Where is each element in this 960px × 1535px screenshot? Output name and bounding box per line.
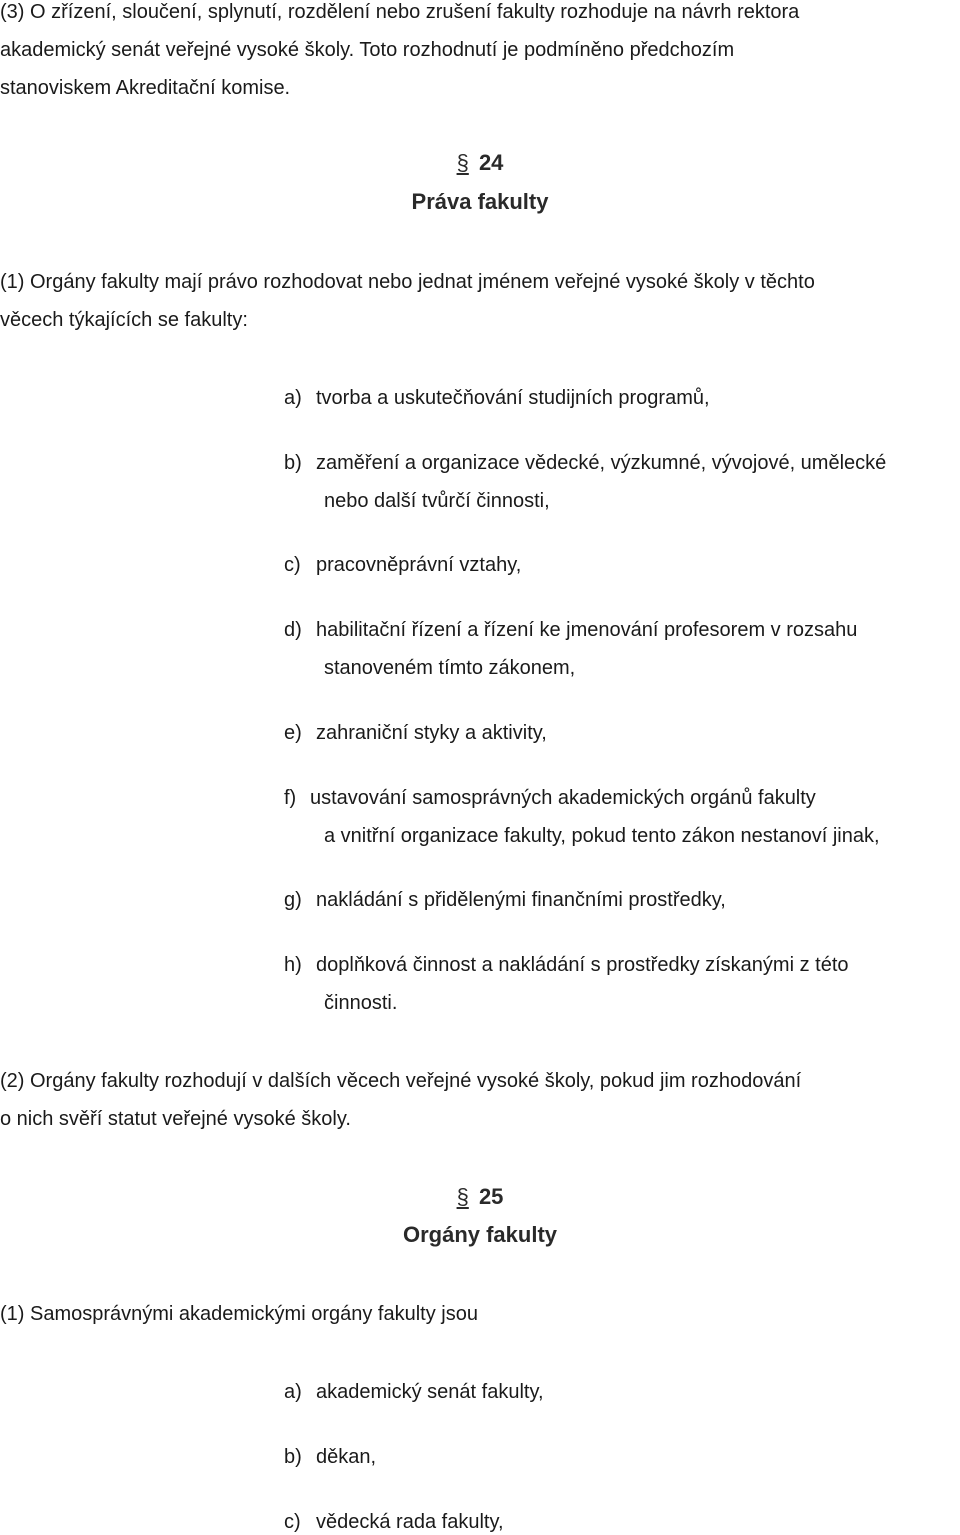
list-item-text: pracovněprávní vztahy,	[316, 554, 522, 576]
section3-intro-line-1: (3) O zřízení, sloučení, splynutí, rozdělení nebo zrušení fakulty rozhoduje na návrh rektora	[0, 1, 800, 23]
list-item-text: zahraniční styky a aktivity,	[316, 722, 547, 744]
section-24-para1-line-2: věcech týkajících se fakulty:	[0, 309, 248, 331]
list-item-text: doplňková činnost a nakládání s prostředky získanými z této	[316, 954, 849, 976]
list-item	[284, 1380, 544, 1404]
list-item-text: vědecká rada fakulty,	[316, 1511, 504, 1533]
list-item-marker: a)	[284, 1381, 302, 1403]
list-item-continuation: činnosti.	[324, 992, 398, 1014]
section-24-number: 24	[478, 150, 504, 175]
list-item-continuation: a vnitřní organizace fakulty, pokud tento zákon nestanoví jinak,	[324, 825, 880, 847]
list-item	[284, 1445, 376, 1469]
section-24-title: Práva fakulty	[411, 189, 549, 214]
list-item-text: habilitační řízení a řízení ke jmenování profesorem v rozsahu	[316, 619, 858, 641]
section-25-title: Orgány fakulty	[402, 1222, 558, 1247]
list-item-text: ustavování samosprávných akademických orgánů fakulty	[310, 787, 816, 809]
list-item-marker: b)	[284, 1446, 302, 1468]
section-25-number: 25	[478, 1184, 504, 1209]
list-item-marker: e)	[284, 722, 302, 744]
section-25-para1: (1) Samosprávnými akademickými orgány fakulty jsou	[0, 1303, 478, 1325]
list-item-marker: h)	[284, 954, 302, 976]
list-item	[284, 386, 710, 410]
list-item-marker: f)	[284, 787, 297, 809]
section-24-para1-line-1: (1) Orgány fakulty mají právo rozhodovat nebo jednat jménem veřejné vysoké školy v těchto	[0, 271, 815, 293]
list-item	[284, 553, 521, 577]
list-item-marker: c)	[284, 554, 301, 576]
list-item	[284, 786, 816, 810]
list-item-text: tvorba a uskutečňování studijních programů,	[316, 387, 710, 409]
section-24-para2-line-2: o nich svěří statut veřejné vysoké školy.	[0, 1108, 351, 1130]
list-item-text: nakládání s přidělenými finančními prostředky,	[316, 889, 726, 911]
list-item-text: zaměření a organizace vědecké, výzkumné, vývojové, umělecké	[316, 452, 887, 474]
list-item-marker: c)	[284, 1511, 301, 1533]
list-item	[284, 721, 547, 745]
paragraph-symbol: §	[456, 1184, 469, 1209]
section-25-number-heading	[0, 1184, 960, 1210]
paragraph-symbol: §	[456, 150, 469, 175]
list-item	[284, 888, 726, 912]
list-item-continuation: nebo další tvůrčí činnosti,	[324, 490, 550, 512]
list-item-text: děkan,	[316, 1446, 377, 1468]
list-item	[284, 451, 886, 475]
section-24-number-heading	[0, 150, 960, 176]
list-item	[284, 1510, 504, 1534]
list-item	[284, 953, 849, 977]
section3-intro-line-3: stanoviskem Akreditační komise.	[0, 77, 291, 99]
list-item-continuation: stanoveném tímto zákonem,	[324, 657, 576, 679]
list-item-marker: d)	[284, 619, 302, 641]
list-item	[284, 618, 857, 642]
section3-intro-line-2: akademický senát veřejné vysoké školy. Toto rozhodnutí je podmíněno předchozím	[0, 39, 735, 61]
list-item-marker: b)	[284, 452, 302, 474]
list-item-marker: g)	[284, 889, 302, 911]
list-item-marker: a)	[284, 387, 302, 409]
section-24-para2-line-1: (2) Orgány fakulty rozhodují v dalších věcech veřejné vysoké školy, pokud jim rozhodování	[0, 1070, 802, 1092]
list-item-text: akademický senát fakulty,	[316, 1381, 544, 1403]
